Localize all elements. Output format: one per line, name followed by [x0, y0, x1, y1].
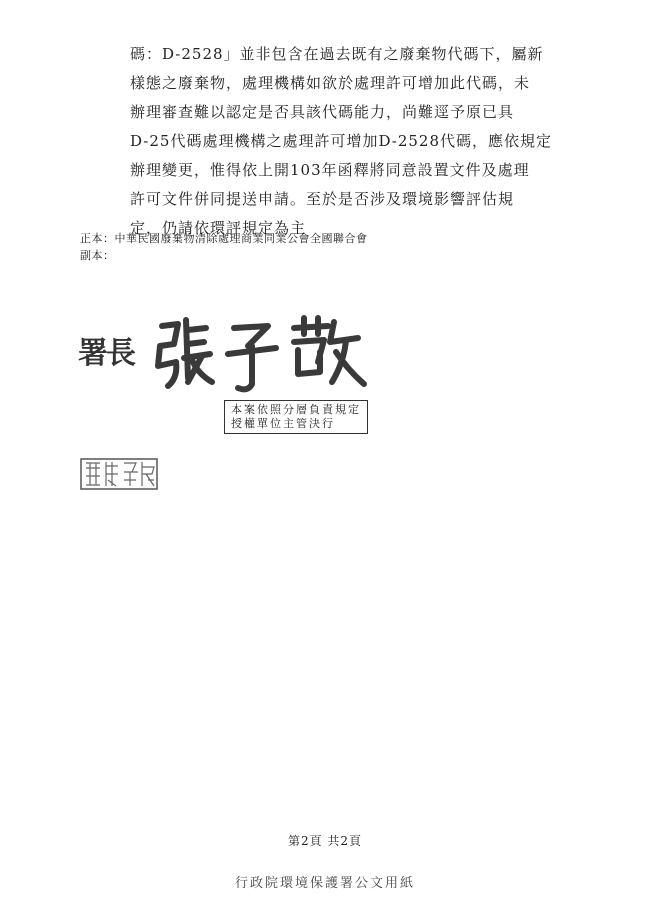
authorization-line: 授權單位主管決行 — [231, 417, 335, 430]
recipients-block — [80, 230, 368, 264]
letter-body — [130, 40, 600, 243]
authorization-line: 本案依照分層負責規定 — [231, 403, 361, 416]
body-line: D-25代碼處理機構之處理許可增加D-2528代碼，應依規定 — [130, 132, 553, 150]
signature-block — [78, 308, 378, 398]
body-line: 辦理變更，惟得依上開103年函釋將同意設置文件及處理 — [130, 161, 530, 179]
body-line: 許可文件併同提送申請。至於是否涉及環境影響評估規 — [130, 190, 515, 208]
page-number: 第2頁 共2頁 — [287, 834, 363, 848]
office-seal-stamp — [80, 458, 158, 490]
primary-recipient: 正本：中華民國廢棄物清除處理商業同業公會全國聯合會 — [80, 232, 368, 245]
signatory-title: 署長 — [78, 336, 134, 371]
body-line: 樣態之廢棄物，處理機構如欲於處理許可增加此代碼，未 — [130, 74, 531, 92]
stationery-footer: 行政院環境保護署公文用紙 — [234, 876, 415, 891]
body-line: 碼：D-2528」並非包含在過去既有之廢棄物代碼下，屬新 — [130, 45, 544, 63]
handwritten-signature — [148, 308, 378, 398]
body-line: 辦理審查難以認定是否具該代碼能力，尚難逕予原已具 — [130, 103, 515, 121]
authorization-stamp — [224, 400, 368, 434]
body-line: 定，仍請依環評規定為主 — [130, 219, 307, 237]
copy-recipient: 副本： — [80, 249, 115, 262]
